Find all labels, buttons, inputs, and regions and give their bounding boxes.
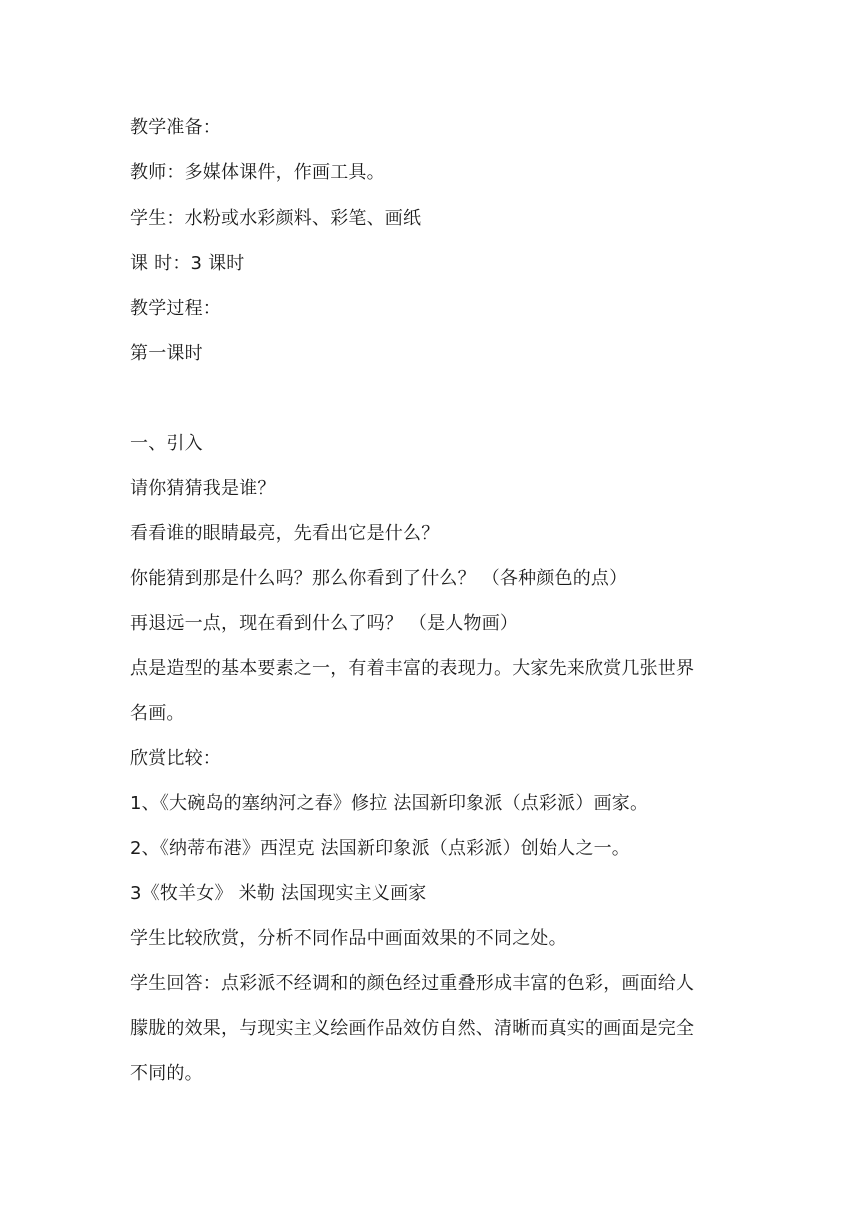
artwork-item-2: 2、《纳蒂布港》西涅克 法国新印象派（点彩派）创始人之一。	[130, 838, 630, 859]
paragraph-line: 名画。	[130, 703, 185, 724]
paragraph-line: 不同的。	[130, 1063, 203, 1084]
student-materials-line: 学生：水粉或水彩颜料、彩笔、画纸	[130, 208, 422, 229]
section-heading-process: 教学过程：	[130, 298, 221, 319]
paragraph-line: 请你猜猜我是谁？	[130, 478, 276, 499]
class-hours-line: 课 时：3 课时	[130, 253, 245, 274]
section-heading-preparation: 教学准备：	[130, 117, 221, 138]
paragraph-line: 学生比较欣赏，分析不同作品中画面效果的不同之处。	[130, 928, 567, 949]
artwork-item-1: 1、《大碗岛的塞纳河之春》修拉 法国新印象派（点彩派）画家。	[130, 793, 649, 814]
paragraph-line: 点是造型的基本要素之一，有着丰富的表现力。大家先来欣赏几张世界	[130, 658, 695, 679]
paragraph-line: 朦胧的效果，与现实主义绘画作品效仿自然、清晰而真实的画面是完全	[130, 1018, 695, 1039]
teacher-materials-line: 教师：多媒体课件，作画工具。	[130, 162, 385, 183]
intro-heading: 一、引入	[130, 433, 203, 454]
paragraph-line: 你能猜到那是什么吗？那么你看到了什么？ （各种颜色的点）	[130, 568, 628, 589]
lesson-one-heading: 第一课时	[130, 343, 203, 364]
artwork-item-3: 3《牧羊女》 米勒 法国现实主义画家	[130, 883, 427, 904]
paragraph-line: 再退远一点，现在看到什么了吗？ （是人物画）	[130, 613, 519, 634]
paragraph-line: 学生回答：点彩派不经调和的颜色经过重叠形成丰富的色彩，画面给人	[130, 973, 695, 994]
paragraph-line: 看看谁的眼睛最亮，先看出它是什么？	[130, 523, 440, 544]
appreciation-heading: 欣赏比较：	[130, 748, 221, 769]
